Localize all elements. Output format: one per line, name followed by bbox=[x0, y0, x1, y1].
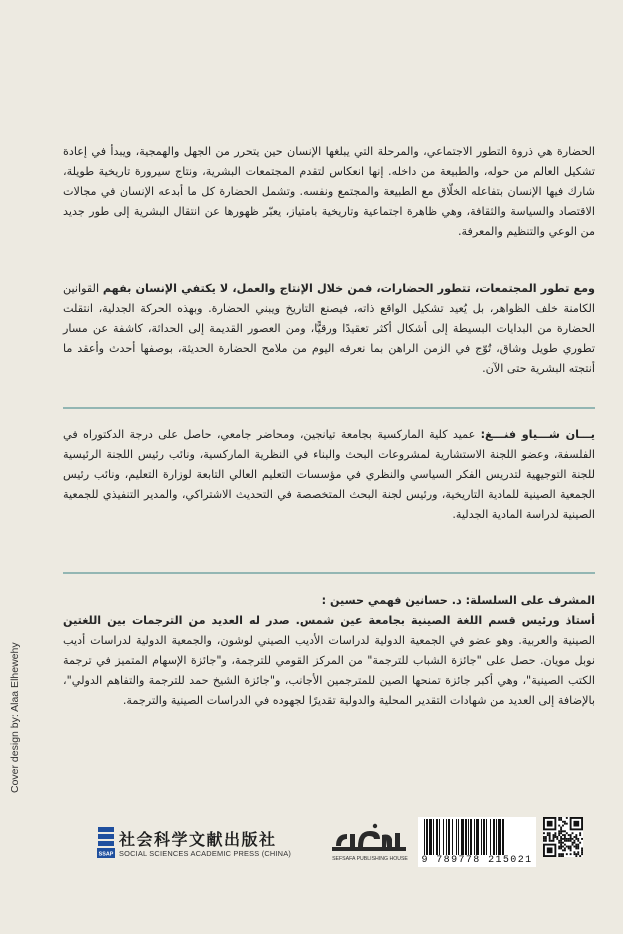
supervisor-bio bbox=[63, 591, 595, 712]
publisher-name-english: SOCIAL SCIENCES ACADEMIC PRESS (CHINA) bbox=[119, 849, 292, 858]
supervisor-text: الصينية والعربية. وهو عضو في الجمعية الدولية لدراسات الأديب الصيني لوشون، والجمعية الدولية لدراسات أديب نوبل مويان. حصل على "جائزة الشباب للترجمة" من المركز القومي للترجمة، و"جائزة الإسهام المتميز في ترجمة الكتب الصينية"، وهي أكبر جائزة تمنحها الصين للمترجمين الأجانب، و"جائزة الشيخ حمد للترجمة والتفاهم الدولي"، بالإضافة إلى العديد من شهادات التقدير المحلية والدولية تقديرًا لجهوده في الدراسات الصينية والترجمة. bbox=[63, 634, 595, 708]
publisher-name-chinese: 社会科学文献出版社 bbox=[119, 830, 277, 849]
second-paragraph-lead: ومع تطور المجتمعات، تتطور الحضارات، فمن خلال الإنتاج والعمل، لا يكتفي الإنسان بفهم bbox=[102, 282, 595, 295]
isbn-barcode bbox=[418, 817, 536, 867]
second-paragraph bbox=[63, 279, 595, 379]
ssap-logo-icon bbox=[97, 827, 115, 859]
intro-paragraph: الحضارة هي ذروة التطور الاجتماعي، والمرحلة التي يبلغها الإنسان حين يتحرر من الجهل والهمجية، ويبدأ في إعادة تشكيل العالم من حوله، والطبيعة من داخله. إنها انعكاس لتقدم المجتمعات البشرية، ونتاج سيرورة تاريخية طويلة، شارك فيها الإنسان بتفاعله الخلّاق مع الطبيعة والمجتمع ونفسه. وتشمل الحضارة كل ما أبدعه الإنسان في مجالات الاقتصاد والسياسة والثقافة، وهي ظاهرة اجتماعية وتاريخية بامتياز، يعبّر ظهورها عن انتقال البشرية إلى طور جديد من الوعي والتنظيم والمعرفة. bbox=[63, 145, 595, 239]
author-bio bbox=[63, 425, 595, 525]
qr-code-icon bbox=[543, 817, 583, 857]
author-name: يـــان شـــياو فنـــغ: bbox=[480, 428, 595, 441]
cover-design-credit: Cover design by: Alaa Elhewehy bbox=[9, 642, 21, 793]
ssap-logo-text: SSAP bbox=[98, 851, 114, 858]
divider-rule bbox=[63, 407, 595, 409]
qr-code bbox=[543, 817, 583, 857]
sefsafa-logo-icon bbox=[330, 821, 410, 855]
barcode-bars bbox=[418, 819, 536, 857]
divider-rule bbox=[63, 572, 595, 574]
supervisor-heading: المشرف على السلسلة: د. حسانين فهمي حسين : bbox=[321, 594, 595, 607]
author-bio-text: عميد كلية الماركسية بجامعة تيانجين، ومحاضر جامعي، حاصل على درجة الدكتوراه في الفلسفة، وعضو اللجنة الاستشارية لمشروعات البحث والبناء في النظرية الماركسية، ونائب رئيس اللجنة الرئيسية للجنة التوجيهية لتدريس الفكر السياسي والنظري في مؤسسات التعليم العالي التابعة لوزارة التعليم، ونائب رئيس الجمعية الصينية للمادية التاريخية، ورئيس لجنة البحث المتخصصة في التحديث الاشتراكي، والمدير التنفيذي للجمعية الصينية لدراسة المادية الجدلية. bbox=[63, 428, 595, 522]
isbn-number: 9 789778 215021 bbox=[421, 855, 533, 866]
second-paragraph-body: القوانين الكامنة خلف الظواهر، بل يُعيد تشكيل الواقع ذاته، فيصنع التاريخ ويبني الحضارة. وبهذه الحركة الجدلية، انتقلت الحضارة من البدايات البسيطة إلى أشكال أكثر تعقيدًا ورقيًّا، ومن العصور القديمة إلى الحداثة، كاشفة عن مسار تطوري طويل وشاق، تُوّج في الزمن الراهن بما نعرفه اليوم من ملامح الحضارة الحديثة، بوصفها أحدث وأعقد ما أنتجته البشرية حتى الآن. bbox=[63, 282, 595, 376]
sefsafa-name: SEFSAFA PUBLISHING HOUSE bbox=[332, 856, 408, 862]
supervisor-lead: أستاذ ورئيس قسم اللغة الصينية بجامعة عين شمس. صدر له العديد من الترجمات بين اللغتين bbox=[63, 614, 595, 628]
sefsafa-publisher-logo bbox=[330, 821, 410, 869]
ssap-publisher-logo bbox=[97, 827, 333, 867]
